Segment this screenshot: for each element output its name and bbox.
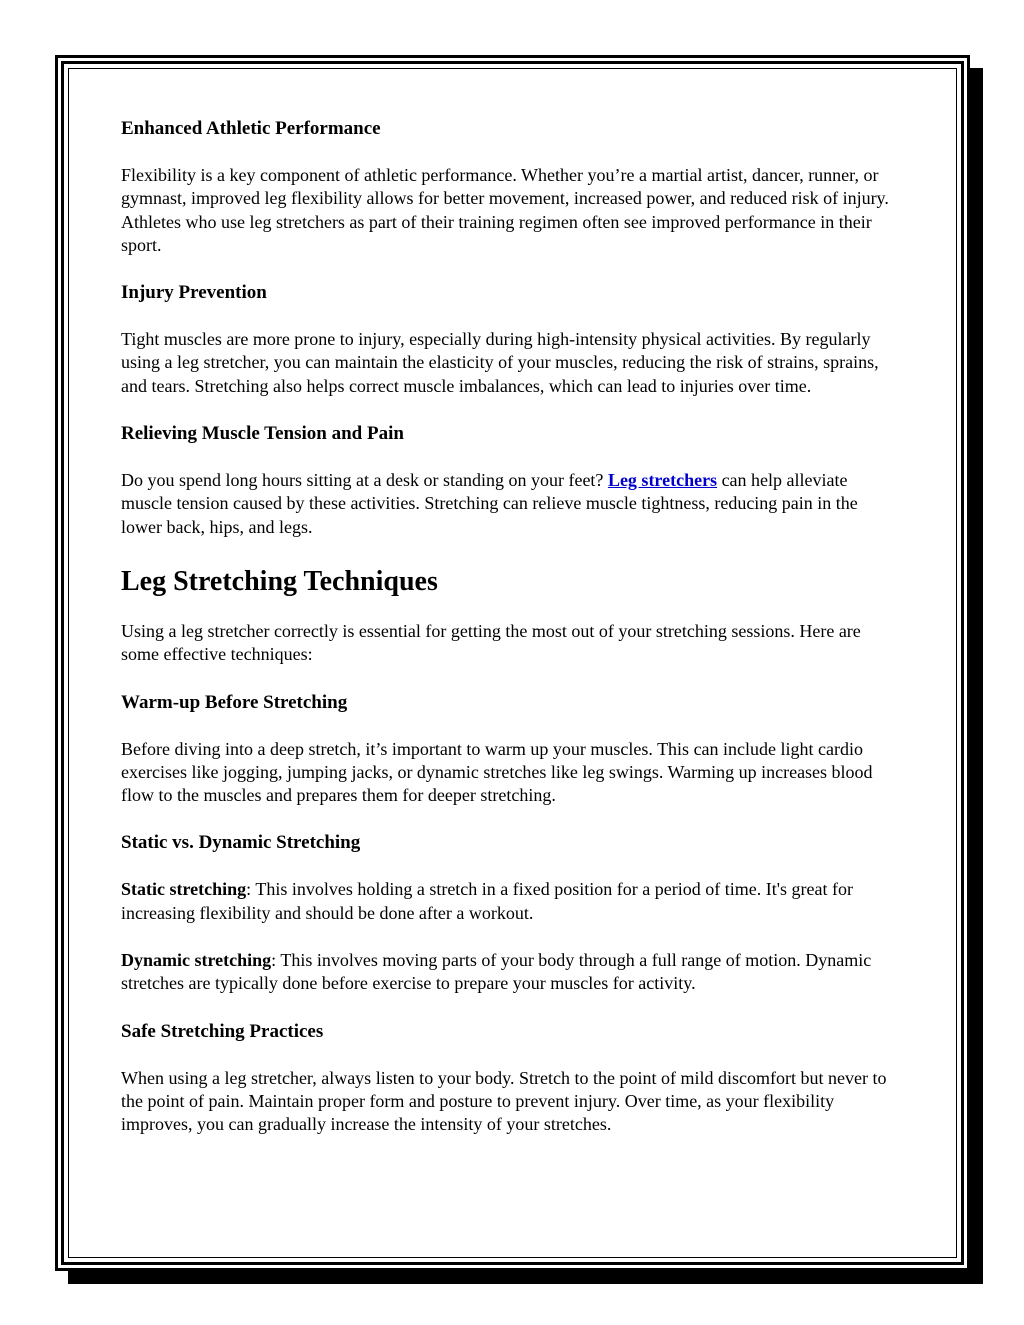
paragraph-muscle-tension-start: Do you spend long hours sitting at a desk or standing on your feet? [121,470,608,491]
heading-athletic-performance: Enhanced Athletic Performance [121,118,381,139]
static-stretching-text: : This involves holding a stretch in a fixed position for a period of time. It's great for increasing flexibility and should be done after a workout. [121,879,853,923]
heading-safe-practices: Safe Stretching Practices [121,1020,324,1042]
paragraph-dynamic-stretching [121,949,901,996]
paragraph-muscle-tension [121,469,901,539]
paragraph-safe-practices: When using a leg stretcher, always listen to your body. Stretch to the point of mild discomfort but never to the point of pain. Maintain proper form and posture to prevent injury. Over time, as your flexibility improves, you can gradually increase the intensity of your stretches. [121,1067,887,1135]
document-content [121,117,901,1137]
paragraph-muscle-tension-end: can help alleviate muscle tension caused by these activities. Stretching can relieve muscle tightness, reducing pain in the lower back, hips, and legs. [121,470,858,537]
heading-injury-prevention: Injury Prevention [121,282,267,304]
heading-muscle-tension: Relieving Muscle Tension and Pain [121,423,404,445]
paragraph-athletic-performance: Flexibility is a key component of athletic performance. Whether you’re a martial artist, dancer, runner, or gymnast, improved leg flexibility allows for better movement, increased power, and reduced risk of injury. Athletes who use leg stretchers as part of their training regimen often see improved performance in their sport. [121,165,889,255]
leg-stretchers-link[interactable]: Leg stretchers [607,470,718,491]
dynamic-stretching-term: Dynamic stretching [121,950,272,971]
paragraph-techniques-intro: Using a leg stretcher correctly is essential for getting the most out of your stretching sessions. Here are some effective techniques: [121,620,861,665]
heading-static-vs-dynamic: Static vs. Dynamic Stretching [121,832,361,854]
static-stretching-term: Static stretching [121,879,247,900]
paragraph-static-stretching [121,878,901,925]
dynamic-stretching-text: : This involves moving parts of your body through a full range of motion. Dynamic stretches are typically done before exercise to prepare your muscles for activity. [121,950,872,994]
paragraph-injury-prevention: Tight muscles are more prone to injury, especially during high-intensity physical activities. By regularly using a leg stretcher, you can maintain the elasticity of your muscles, reducing the risk of strains, sprains, and tears. Stretching also helps correct muscle imbalances, which can lead to injuries over time. [121,329,879,396]
paragraph-warm-up: Before diving into a deep stretch, it’s important to warm up your muscles. This can include light cardio exercises like jogging, jumping jacks, or dynamic stretches like leg swings. Warming up increases blood flow to the muscles and prepares them for deeper stretching. [121,738,873,806]
heading-warm-up: Warm-up Before Stretching [121,691,348,713]
heading-leg-stretching-techniques: Leg Stretching Techniques [121,565,438,597]
